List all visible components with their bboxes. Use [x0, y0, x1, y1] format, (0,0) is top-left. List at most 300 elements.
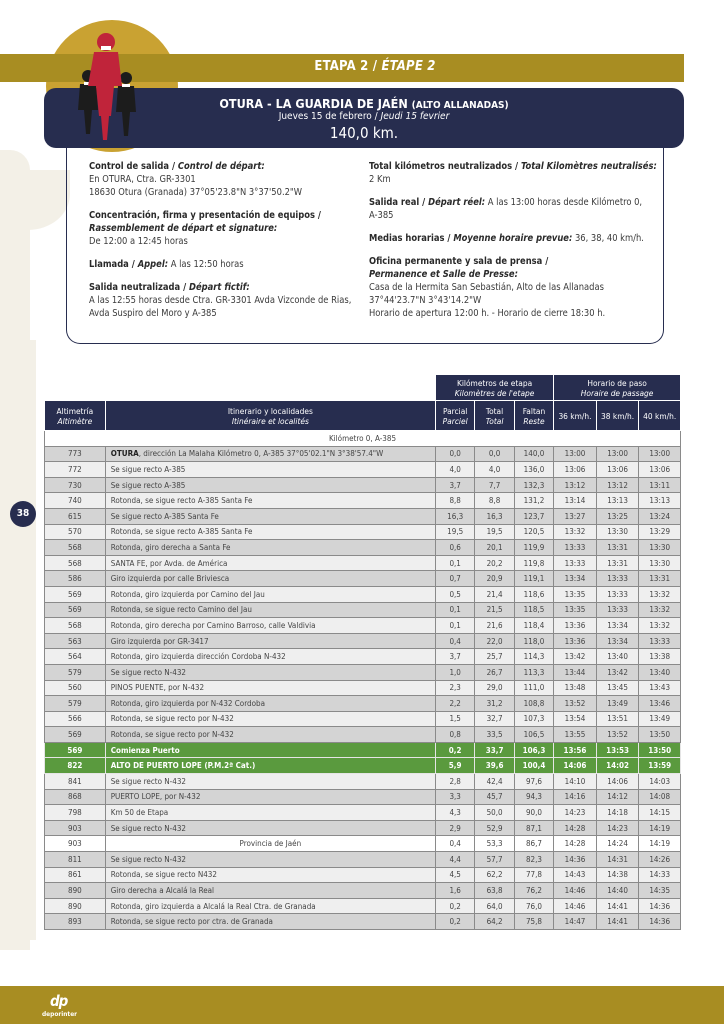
- cell-itinerario: PUERTO LOPE, por N-432: [105, 789, 435, 805]
- cell-itinerario: Se sigue recto N-432: [105, 820, 435, 836]
- cell-time-38: 13:12: [596, 477, 639, 493]
- cell-total: 42,4: [475, 774, 514, 790]
- cell-parcial: 0,2: [435, 914, 474, 930]
- cell-total: 0,0: [475, 446, 514, 462]
- cell-itinerario: SANTA FE, por Avda. de América: [105, 555, 435, 571]
- cell-itinerario: Rotonda, giro derecha por Camino Barroso, calle Valdivia: [105, 618, 435, 634]
- cell-itinerario: Rotonda, giro izquierda dirección Cordoba N-432: [105, 649, 435, 665]
- col-header-36kmh: 36 km/h.: [554, 401, 597, 431]
- table-row: [45, 508, 681, 524]
- cell-time-40: 14:36: [639, 898, 681, 914]
- col-header-altimetria: Altimetría Altimètre: [45, 401, 106, 431]
- cell-time-40: 14:19: [639, 820, 681, 836]
- cell-time-38: 14:06: [596, 774, 639, 790]
- cell-parcial: 0,0: [435, 446, 474, 462]
- cell-itinerario: Rotonda, se sigue recto por N-432: [105, 727, 435, 743]
- cell-faltan: 140,0: [514, 446, 553, 462]
- cell-time-36: 13:35: [554, 586, 597, 602]
- cell-total: 20,2: [475, 555, 514, 571]
- cell-altimetria: 566: [45, 711, 106, 727]
- cell-time-40: 14:19: [639, 836, 681, 852]
- cell-time-36: 13:32: [554, 524, 597, 540]
- info-oficina-permanente: Oficina permanente y sala de prensa / Permanence et Salle de Presse: Casa de la Hermita San Sebastián, Alto de las Allanadas 37°44'23.7"N 3°43'14.2"W Horario de apertura 12:00 h. - Horario de cierre 18:30 h.: [369, 256, 606, 319]
- cell-parcial: 2,9: [435, 820, 474, 836]
- cell-parcial: 3,7: [435, 649, 474, 665]
- info-km-neutralizados: Total kilómetros neutralizados / Total Kilomètres neutralisés: 2 Km: [369, 161, 657, 185]
- col-header-total: Total Total: [475, 401, 514, 431]
- cell-total: 21,6: [475, 618, 514, 634]
- cell-time-38: 13:13: [596, 493, 639, 509]
- cell-altimetria: 563: [45, 633, 106, 649]
- col-header-38kmh: 38 km/h.: [596, 401, 639, 431]
- cell-faltan: 118,0: [514, 633, 553, 649]
- cell-parcial: 1,5: [435, 711, 474, 727]
- info-column-right: [369, 160, 659, 330]
- km0-row: Kilómetro 0, A-385: [45, 431, 681, 447]
- cell-time-38: 13:34: [596, 618, 639, 634]
- col-header-faltan: Faltan Reste: [514, 401, 553, 431]
- table-row: [45, 477, 681, 493]
- cell-total: 63,8: [475, 883, 514, 899]
- table-row: [45, 586, 681, 602]
- cell-time-36: 13:33: [554, 555, 597, 571]
- info-salida-neutralizada: Salida neutralizada / Départ fictif: A las 12:55 horas desde Ctra. GR-3301 Avda Vizconde de Rias, Avda Suspiro del Moro y A-385: [89, 282, 352, 319]
- cell-total: 8,8: [475, 493, 514, 509]
- col-header-40kmh: 40 km/h.: [639, 401, 681, 431]
- cell-itinerario: Rotonda, se sigue recto por ctra. de Granada: [105, 914, 435, 930]
- cell-itinerario: Rotonda, se sigue recto A-385 Santa Fe: [105, 524, 435, 540]
- table-row: [45, 696, 681, 712]
- cell-total: 21,4: [475, 586, 514, 602]
- cell-time-36: 14:28: [554, 820, 597, 836]
- table-row: [45, 898, 681, 914]
- cell-time-40: 13:11: [639, 477, 681, 493]
- cell-altimetria: 890: [45, 883, 106, 899]
- table-row: [45, 914, 681, 930]
- cell-time-36: 13:56: [554, 742, 597, 758]
- cell-time-40: 13:33: [639, 633, 681, 649]
- cell-faltan: 97,6: [514, 774, 553, 790]
- cell-parcial: 0,5: [435, 586, 474, 602]
- cell-time-40: 13:31: [639, 571, 681, 587]
- cell-parcial: 0,8: [435, 727, 474, 743]
- cell-time-40: 13:24: [639, 508, 681, 524]
- table-row: [45, 618, 681, 634]
- cell-itinerario: Rotonda, se sigue recto por N-432: [105, 711, 435, 727]
- cell-altimetria: 811: [45, 852, 106, 868]
- cell-time-38: 14:41: [596, 914, 639, 930]
- cell-itinerario: Giro derecha a Alcalá la Real: [105, 883, 435, 899]
- cell-time-38: 13:40: [596, 649, 639, 665]
- cell-total: 16,3: [475, 508, 514, 524]
- cell-altimetria: 564: [45, 649, 106, 665]
- cell-altimetria: 903: [45, 836, 106, 852]
- cell-total: 33,5: [475, 727, 514, 743]
- cell-faltan: 120,5: [514, 524, 553, 540]
- cell-time-38: 13:25: [596, 508, 639, 524]
- footer-band: [0, 986, 724, 1024]
- cell-itinerario: Rotonda, giro izquierda a Alcalá la Real Ctra. de Granada: [105, 898, 435, 914]
- cell-parcial: 5,9: [435, 758, 474, 774]
- logo-text: deporinter: [42, 1010, 78, 1018]
- table-row: [45, 836, 681, 852]
- table-row: [45, 446, 681, 462]
- cell-time-36: 13:42: [554, 649, 597, 665]
- cell-parcial: 1,0: [435, 664, 474, 680]
- cell-time-40: 13:59: [639, 758, 681, 774]
- cell-parcial: 2,2: [435, 696, 474, 712]
- table-row: [45, 852, 681, 868]
- cell-parcial: 0,1: [435, 602, 474, 618]
- cell-faltan: 107,3: [514, 711, 553, 727]
- cell-time-38: 13:49: [596, 696, 639, 712]
- cell-altimetria: 569: [45, 602, 106, 618]
- cell-time-36: 14:46: [554, 898, 597, 914]
- cell-faltan: 106,5: [514, 727, 553, 743]
- cell-time-36: 14:46: [554, 883, 597, 899]
- cell-altimetria: 570: [45, 524, 106, 540]
- cell-parcial: 4,3: [435, 805, 474, 821]
- cell-time-36: 13:48: [554, 680, 597, 696]
- cell-time-36: 14:43: [554, 867, 597, 883]
- cell-time-40: 13:50: [639, 742, 681, 758]
- cell-itinerario: Km 50 de Etapa: [105, 805, 435, 821]
- cell-faltan: 119,1: [514, 571, 553, 587]
- cell-altimetria: 893: [45, 914, 106, 930]
- cell-total: 20,9: [475, 571, 514, 587]
- cell-time-38: 14:24: [596, 836, 639, 852]
- cell-time-36: 14:23: [554, 805, 597, 821]
- background-silhouette-body: [0, 340, 36, 940]
- cell-itinerario: Giro izquierda por calle Briviesca: [105, 571, 435, 587]
- deporinter-logo: [42, 992, 98, 1022]
- cell-altimetria: 615: [45, 508, 106, 524]
- cell-parcial: 0,2: [435, 742, 474, 758]
- cell-time-36: 13:34: [554, 571, 597, 587]
- cell-time-40: 14:15: [639, 805, 681, 821]
- table-row: [45, 805, 681, 821]
- cell-total: 7,7: [475, 477, 514, 493]
- cell-time-40: 13:29: [639, 524, 681, 540]
- cell-total: 26,7: [475, 664, 514, 680]
- cell-itinerario: Se sigue recto N-432: [105, 852, 435, 868]
- cell-altimetria: 903: [45, 820, 106, 836]
- cell-time-40: 13:32: [639, 618, 681, 634]
- cell-altimetria: 740: [45, 493, 106, 509]
- cell-time-38: 14:23: [596, 820, 639, 836]
- cell-total: 32,7: [475, 711, 514, 727]
- cell-faltan: 123,7: [514, 508, 553, 524]
- route-header: [44, 88, 684, 148]
- cell-itinerario: Giro izquierda por GR-3417: [105, 633, 435, 649]
- cell-time-36: 13:54: [554, 711, 597, 727]
- cell-time-40: 14:26: [639, 852, 681, 868]
- cell-itinerario: Rotonda, se sigue recto Camino del Jau: [105, 602, 435, 618]
- cell-time-40: 13:38: [639, 649, 681, 665]
- cell-parcial: 3,3: [435, 789, 474, 805]
- cell-time-36: 14:47: [554, 914, 597, 930]
- cell-time-38: 13:53: [596, 742, 639, 758]
- cell-faltan: 132,3: [514, 477, 553, 493]
- cell-itinerario: Comienza Puerto: [105, 742, 435, 758]
- cell-time-38: 14:31: [596, 852, 639, 868]
- table-header-row: [45, 401, 681, 431]
- cell-total: 21,5: [475, 602, 514, 618]
- cyclists-icon: [74, 24, 140, 144]
- cell-time-36: 13:00: [554, 446, 597, 462]
- cell-faltan: 87,1: [514, 820, 553, 836]
- info-llamada: Llamada / Appel: A las 12:50 horas: [89, 259, 244, 270]
- cell-altimetria: 822: [45, 758, 106, 774]
- cell-time-38: 13:51: [596, 711, 639, 727]
- cell-time-36: 13:55: [554, 727, 597, 743]
- cell-faltan: 118,6: [514, 586, 553, 602]
- cell-time-40: 13:49: [639, 711, 681, 727]
- cell-itinerario: Se sigue recto A-385: [105, 462, 435, 478]
- cell-faltan: 76,0: [514, 898, 553, 914]
- cell-total: 4,0: [475, 462, 514, 478]
- cell-total: 20,1: [475, 540, 514, 556]
- cell-parcial: 2,8: [435, 774, 474, 790]
- cell-faltan: 82,3: [514, 852, 553, 868]
- cell-time-36: 13:06: [554, 462, 597, 478]
- cell-time-38: 14:40: [596, 883, 639, 899]
- cell-altimetria: 569: [45, 742, 106, 758]
- route-distance: 140,0 km.: [329, 124, 399, 142]
- cell-altimetria: 798: [45, 805, 106, 821]
- cell-time-38: 13:33: [596, 586, 639, 602]
- table-row: [45, 555, 681, 571]
- cell-faltan: 106,3: [514, 742, 553, 758]
- cell-total: 31,2: [475, 696, 514, 712]
- cell-time-40: 13:43: [639, 680, 681, 696]
- cell-time-36: 13:33: [554, 540, 597, 556]
- cell-parcial: 0,4: [435, 836, 474, 852]
- cell-total: 50,0: [475, 805, 514, 821]
- cell-total: 64,0: [475, 898, 514, 914]
- cell-parcial: 0,4: [435, 633, 474, 649]
- cell-time-38: 13:45: [596, 680, 639, 696]
- table-row: [45, 664, 681, 680]
- cell-faltan: 86,7: [514, 836, 553, 852]
- stage-info-box: [66, 148, 664, 344]
- cell-altimetria: 890: [45, 898, 106, 914]
- cell-faltan: 111,0: [514, 680, 553, 696]
- cell-altimetria: 568: [45, 555, 106, 571]
- table-row: [45, 883, 681, 899]
- cell-itinerario: Rotonda, se sigue recto N432: [105, 867, 435, 883]
- info-concentracion: Concentración, firma y presentación de equipos / Rassemblement de départ et signature: De 12:00 a 12:45 horas: [89, 210, 321, 247]
- cell-altimetria: 861: [45, 867, 106, 883]
- cell-itinerario: Rotonda, se sigue recto A-385 Santa Fe: [105, 493, 435, 509]
- cell-time-40: 14:08: [639, 789, 681, 805]
- cell-total: 39,6: [475, 758, 514, 774]
- cell-faltan: 114,3: [514, 649, 553, 665]
- cell-altimetria: 586: [45, 571, 106, 587]
- cell-time-38: 13:00: [596, 446, 639, 462]
- cell-time-40: 13:40: [639, 664, 681, 680]
- cell-time-38: 14:02: [596, 758, 639, 774]
- cell-time-38: 13:30: [596, 524, 639, 540]
- cell-altimetria: 841: [45, 774, 106, 790]
- cell-time-36: 13:36: [554, 618, 597, 634]
- cell-faltan: 113,3: [514, 664, 553, 680]
- cell-parcial: 0,6: [435, 540, 474, 556]
- info-salida-real: Salida real / Départ réel: A las 13:00 horas desde Kilómetro 0, A-385: [369, 197, 643, 221]
- table-row: [45, 633, 681, 649]
- cell-time-38: 13:42: [596, 664, 639, 680]
- cell-total: 22,0: [475, 633, 514, 649]
- itinerary-table: [44, 374, 681, 930]
- cell-time-38: 13:31: [596, 540, 639, 556]
- group-header-time: Horario de paso Horaire de passage: [554, 375, 681, 401]
- cell-time-40: 13:46: [639, 696, 681, 712]
- table-row: [45, 774, 681, 790]
- table-row: [45, 649, 681, 665]
- route-date: Jueves 15 de febrero / Jeudi 15 fevrier: [278, 111, 450, 122]
- cell-faltan: 119,8: [514, 555, 553, 571]
- cell-time-40: 13:00: [639, 446, 681, 462]
- table-row: [45, 711, 681, 727]
- cell-time-36: 14:28: [554, 836, 597, 852]
- cell-altimetria: 579: [45, 696, 106, 712]
- cell-altimetria: 773: [45, 446, 106, 462]
- info-control-salida: Control de salida / Control de départ: En OTURA, Ctra. GR-3301 18630 Otura (Granada) 37°05'23.8"N 3°37'50.2"W: [89, 161, 303, 198]
- cell-time-36: 13:44: [554, 664, 597, 680]
- cell-faltan: 75,8: [514, 914, 553, 930]
- cell-parcial: 4,4: [435, 852, 474, 868]
- cell-faltan: 77,8: [514, 867, 553, 883]
- locality-name: OTURA: [110, 449, 139, 459]
- cell-time-36: 13:27: [554, 508, 597, 524]
- cell-time-36: 14:10: [554, 774, 597, 790]
- table-row: [45, 789, 681, 805]
- cell-itinerario: OTURA, dirección La Malaha Kilómetro 0, A-385 37°05'02.1"N 3°38'57.4"W: [105, 446, 435, 462]
- cell-altimetria: 569: [45, 586, 106, 602]
- page-number: 38: [10, 501, 36, 527]
- cell-faltan: 119,9: [514, 540, 553, 556]
- cell-time-40: 13:50: [639, 727, 681, 743]
- cell-parcial: 16,3: [435, 508, 474, 524]
- cell-time-40: 14:03: [639, 774, 681, 790]
- table-row: [45, 571, 681, 587]
- table-row: [45, 758, 681, 774]
- cell-parcial: 0,2: [435, 898, 474, 914]
- table-row: [45, 462, 681, 478]
- cell-altimetria: 569: [45, 727, 106, 743]
- cell-time-40: 14:35: [639, 883, 681, 899]
- table-row: [45, 524, 681, 540]
- cell-time-40: 13:32: [639, 602, 681, 618]
- cell-time-40: 14:36: [639, 914, 681, 930]
- cell-time-36: 13:35: [554, 602, 597, 618]
- cell-time-40: 13:30: [639, 540, 681, 556]
- cell-time-40: 13:30: [639, 555, 681, 571]
- table-group-header-row: [45, 375, 681, 401]
- col-header-parcial: Parcial Parciel: [435, 401, 474, 431]
- cell-time-36: 13:14: [554, 493, 597, 509]
- cell-itinerario: Rotonda, giro derecha a Santa Fe: [105, 540, 435, 556]
- cell-parcial: 0,1: [435, 555, 474, 571]
- cell-total: 25,7: [475, 649, 514, 665]
- cell-time-40: 13:32: [639, 586, 681, 602]
- cell-faltan: 90,0: [514, 805, 553, 821]
- cell-total: 64,2: [475, 914, 514, 930]
- cell-time-38: 14:41: [596, 898, 639, 914]
- cell-time-36: 13:12: [554, 477, 597, 493]
- info-medias-horarias: Medias horarias / Moyenne horaire prevue: 36, 38, 40 km/h.: [369, 233, 644, 244]
- cell-faltan: 131,2: [514, 493, 553, 509]
- cell-total: 19,5: [475, 524, 514, 540]
- info-column-left: [89, 160, 369, 330]
- cell-parcial: 2,3: [435, 680, 474, 696]
- cell-altimetria: 560: [45, 680, 106, 696]
- cell-time-38: 14:38: [596, 867, 639, 883]
- cell-parcial: 4,5: [435, 867, 474, 883]
- background-silhouette-mask: [0, 170, 70, 230]
- cell-time-36: 13:52: [554, 696, 597, 712]
- cell-faltan: 118,5: [514, 602, 553, 618]
- cell-parcial: 0,7: [435, 571, 474, 587]
- cell-parcial: 8,8: [435, 493, 474, 509]
- cell-altimetria: 730: [45, 477, 106, 493]
- cell-total: 57,7: [475, 852, 514, 868]
- cell-itinerario: ALTO DE PUERTO LOPE (P.M.2ª Cat.): [105, 758, 435, 774]
- cell-faltan: 136,0: [514, 462, 553, 478]
- cell-total: 33,7: [475, 742, 514, 758]
- logo-mark: dp: [50, 992, 68, 1010]
- cell-total: 45,7: [475, 789, 514, 805]
- table-row: [45, 742, 681, 758]
- cell-itinerario: Se sigue recto A-385: [105, 477, 435, 493]
- cell-itinerario: Se sigue recto A-385 Santa Fe: [105, 508, 435, 524]
- cell-time-40: 13:06: [639, 462, 681, 478]
- cell-time-36: 13:36: [554, 633, 597, 649]
- cell-time-38: 14:12: [596, 789, 639, 805]
- cell-altimetria: 568: [45, 618, 106, 634]
- route-title: OTURA - LA GUARDIA DE JAÉN (ALTO ALLANADAS): [219, 96, 509, 111]
- cell-parcial: 1,6: [435, 883, 474, 899]
- cell-time-40: 13:13: [639, 493, 681, 509]
- cell-parcial: 0,1: [435, 618, 474, 634]
- cell-altimetria: 772: [45, 462, 106, 478]
- cell-total: 29,0: [475, 680, 514, 696]
- table-row: [45, 867, 681, 883]
- table-row: [45, 680, 681, 696]
- cell-time-38: 14:18: [596, 805, 639, 821]
- cell-time-38: 13:33: [596, 602, 639, 618]
- cell-faltan: 94,3: [514, 789, 553, 805]
- cell-time-36: 14:16: [554, 789, 597, 805]
- cell-faltan: 76,2: [514, 883, 553, 899]
- table-row: [45, 820, 681, 836]
- cell-time-36: 14:06: [554, 758, 597, 774]
- stage-label-es: ETAPA 2 /: [314, 59, 382, 74]
- cell-time-38: 13:06: [596, 462, 639, 478]
- cell-parcial: 3,7: [435, 477, 474, 493]
- table-row: [45, 727, 681, 743]
- cell-total: 53,3: [475, 836, 514, 852]
- cell-time-36: 14:36: [554, 852, 597, 868]
- cell-time-38: 13:52: [596, 727, 639, 743]
- cell-altimetria: 579: [45, 664, 106, 680]
- cell-itinerario: Se sigue recto N-432: [105, 664, 435, 680]
- cell-itinerario: PINOS PUENTE, por N-432: [105, 680, 435, 696]
- stage-label-fr: ÉTAPE 2: [381, 59, 436, 74]
- cell-itinerario: Se sigue recto N-432: [105, 774, 435, 790]
- cell-faltan: 108,8: [514, 696, 553, 712]
- cell-time-38: 13:34: [596, 633, 639, 649]
